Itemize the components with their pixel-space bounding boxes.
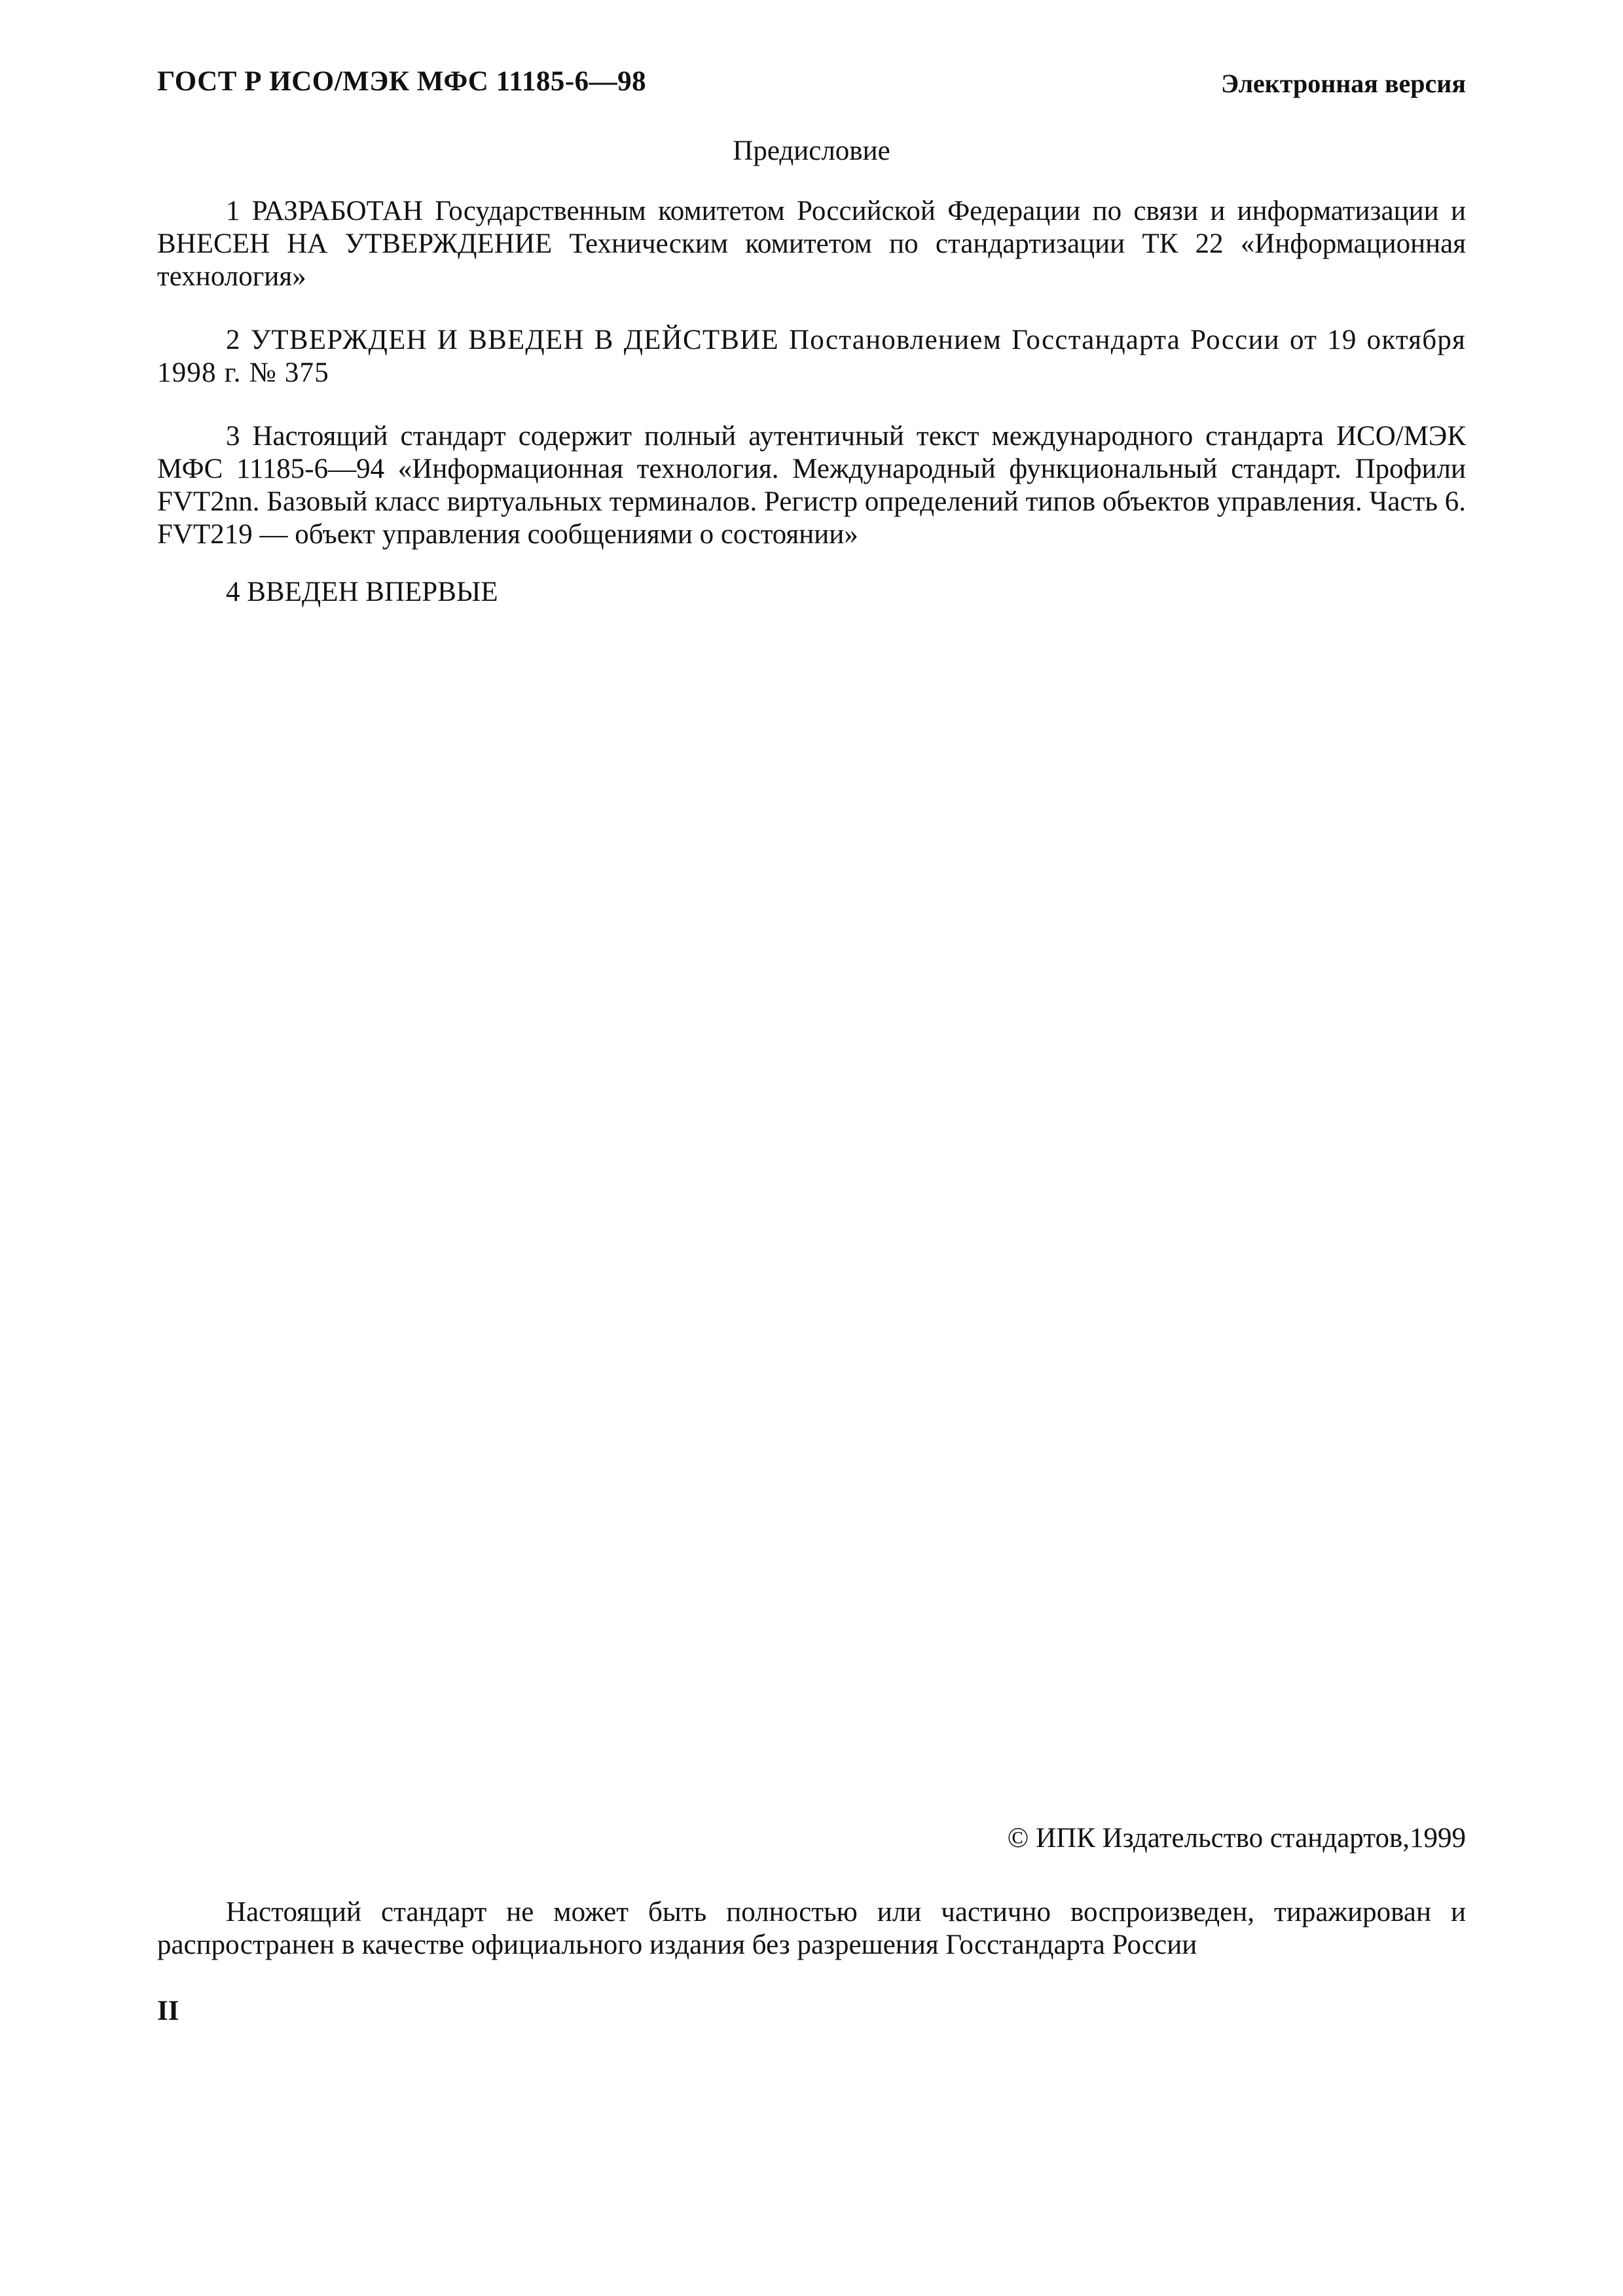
standard-code-header: ГОСТ Р ИСО/МЭК МФС 11185-6—98 (157, 66, 647, 97)
foreword-paragraph-3: 3 Настоящий стандарт содержит полный аутентичный текст международного стандарта ИСО/МЭК МФС 11185-6—94 «Информационная технология. Международный функциональный стандарт. Профили FVT2nn. Базовый класс виртуальных терминалов. Регистр определений типов объектов управления. Часть 6. FVT219 — объект управления сообщениями о состоянии» (157, 421, 1466, 550)
page-number: II (157, 1996, 179, 2026)
copyright-line: © ИПК Издательство стандартов,1999 (1007, 1823, 1466, 1854)
edition-label: Электронная версия (1220, 69, 1466, 98)
foreword-paragraph-4: 4 ВВЕДЕН ВПЕРВЫЕ (226, 577, 498, 607)
reproduction-notice: Настоящий стандарт не может быть полностью или частично воспроизведен, тиражирован и распространен в качестве официального издания без разрешения Госстандарта России (157, 1897, 1466, 1960)
foreword-paragraph-1: 1 РАЗРАБОТАН Государственным комитетом Российской Федерации по связи и информатизации и ВНЕСЕН НА УТВЕРЖДЕНИЕ Техническим комитетом по стандартизации ТК 22 «Информационная технология» (157, 196, 1466, 292)
foreword-paragraph-2: 2 УТВЕРЖДЕН И ВВЕДЕН В ДЕЙСТВИЕ Постановлением Госстандарта России от 19 октября 1998 г. № 375 (157, 325, 1466, 388)
foreword-title: Предисловие (733, 135, 890, 166)
